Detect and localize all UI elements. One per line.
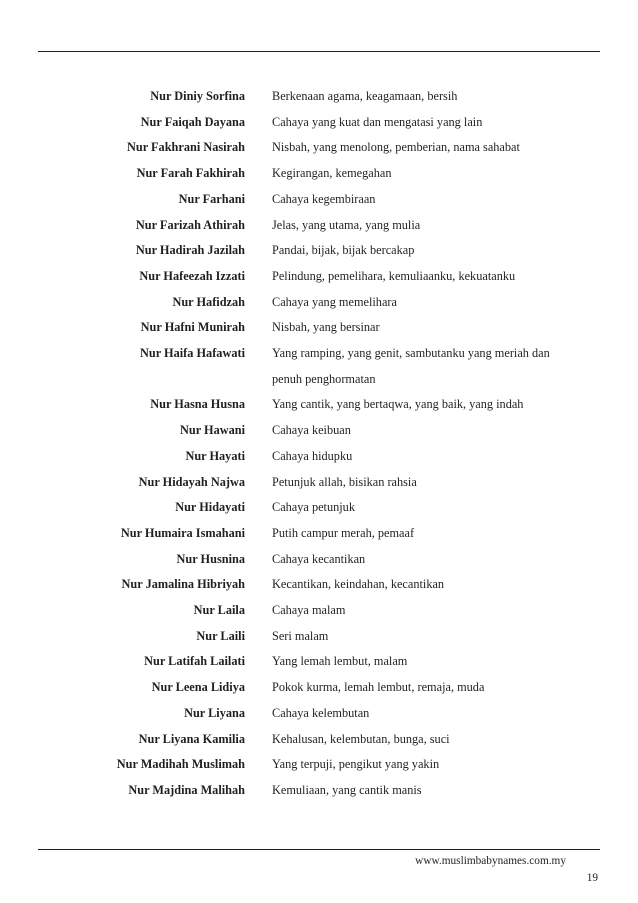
entry-meaning bbox=[272, 315, 572, 341]
name-entry bbox=[0, 213, 638, 239]
entry-name: Nur Hawani bbox=[179, 423, 245, 438]
entry-meaning-line: Kehalusan, kelembutan, bunga, suci bbox=[272, 731, 450, 746]
name-entry bbox=[0, 418, 638, 444]
page-number: 19 bbox=[586, 872, 598, 884]
entry-meaning bbox=[272, 624, 572, 650]
entry-name: Nur Leena Lidiya bbox=[151, 680, 245, 695]
entry-name: Nur Farah Fakhirah bbox=[136, 166, 245, 181]
name-entry bbox=[0, 649, 638, 675]
entry-name: Nur Hidayati bbox=[175, 500, 245, 515]
name-entry bbox=[0, 675, 638, 701]
entry-meaning-line: Kegirangan, kemegahan bbox=[272, 166, 392, 181]
entry-name: Nur Hafeezah Izzati bbox=[139, 268, 245, 283]
entry-name: Nur Farhani bbox=[178, 191, 245, 206]
name-entry bbox=[0, 727, 638, 753]
name-entry bbox=[0, 264, 638, 290]
entry-name: Nur Husnina bbox=[176, 551, 245, 566]
name-entry bbox=[0, 161, 638, 187]
entry-meaning-line: Putih campur merah, pemaaf bbox=[272, 525, 415, 540]
name-entry bbox=[0, 778, 638, 804]
entry-meaning-line: Yang terpuji, pengikut yang yakin bbox=[272, 757, 440, 772]
name-entry bbox=[0, 187, 638, 213]
entry-name: Nur Hafni Munirah bbox=[140, 320, 245, 335]
entry-meaning bbox=[272, 470, 572, 496]
entry-meaning bbox=[272, 495, 572, 521]
name-entry bbox=[0, 341, 638, 392]
entry-name: Nur Liyana bbox=[184, 705, 245, 720]
entry-name: Nur Faiqah Dayana bbox=[140, 114, 245, 129]
name-entry bbox=[0, 470, 638, 496]
entry-meaning-line: Berkenaan agama, keagamaan, bersih bbox=[272, 89, 458, 103]
entry-meaning bbox=[272, 238, 572, 264]
top-rule bbox=[38, 51, 600, 52]
entry-name: Nur Jamalina Hibriyah bbox=[121, 577, 245, 592]
entry-meaning bbox=[272, 418, 572, 444]
entry-name: Nur Majdina Malihah bbox=[128, 782, 245, 797]
entry-meaning-line: Cahaya yang kuat dan mengatasi yang lain bbox=[272, 114, 483, 129]
name-entry bbox=[0, 701, 638, 727]
entry-meaning-line: Cahaya malam bbox=[272, 603, 346, 618]
entry-meaning-line: Yang cantik, yang bertaqwa, yang baik, yang indah bbox=[272, 397, 524, 412]
entry-name: Nur Hafidzah bbox=[172, 294, 245, 309]
entry-meaning bbox=[272, 675, 572, 701]
entry-meaning bbox=[272, 701, 572, 727]
entry-name: Nur Laila bbox=[193, 603, 245, 618]
entry-name: Nur Humaira Ismahani bbox=[120, 525, 245, 540]
name-entry bbox=[0, 521, 638, 547]
name-entry bbox=[0, 624, 638, 650]
entry-meaning bbox=[272, 135, 572, 161]
entry-meaning-continuation: penuh penghormatan bbox=[272, 371, 376, 386]
name-entry bbox=[0, 598, 638, 624]
entry-meaning-line: Cahaya kegembiraan bbox=[272, 191, 376, 206]
entry-meaning-line: Cahaya kecantikan bbox=[272, 551, 366, 566]
entry-name: Nur Haifa Hafawati bbox=[140, 346, 245, 361]
entry-meaning bbox=[272, 778, 572, 804]
entry-meaning bbox=[272, 649, 572, 675]
entry-name: Nur Hadirah Jazilah bbox=[135, 243, 245, 258]
entry-meaning-line: Cahaya keibuan bbox=[272, 423, 351, 438]
entry-meaning-line: Kemuliaan, yang cantik manis bbox=[272, 782, 422, 797]
name-entry bbox=[0, 238, 638, 264]
entry-meaning-line: Pelindung, pemelihara, kemuliaanku, kekuatanku bbox=[272, 268, 516, 283]
name-entry bbox=[0, 290, 638, 316]
footer-url: www.muslimbabynames.com.my bbox=[415, 855, 566, 867]
bottom-rule bbox=[38, 849, 600, 850]
entry-meaning bbox=[272, 110, 572, 136]
entry-meaning bbox=[272, 161, 572, 187]
entry-meaning-line: Nisbah, yang menolong, pemberian, nama sahabat bbox=[272, 140, 520, 155]
entry-meaning-line: Pandai, bijak, bijak bercakap bbox=[272, 243, 415, 258]
name-list bbox=[0, 84, 638, 804]
name-entry bbox=[0, 315, 638, 341]
name-entry bbox=[0, 110, 638, 136]
entry-meaning bbox=[272, 392, 572, 418]
entry-meaning bbox=[272, 572, 572, 598]
name-entry bbox=[0, 392, 638, 418]
entry-name: Nur Madihah Muslimah bbox=[116, 757, 245, 772]
entry-meaning bbox=[272, 264, 572, 290]
entry-meaning bbox=[272, 84, 572, 110]
entry-meaning bbox=[272, 547, 572, 573]
entry-meaning-line: Cahaya petunjuk bbox=[272, 500, 355, 515]
entry-meaning bbox=[272, 341, 572, 392]
entry-meaning-line: Petunjuk allah, bisikan rahsia bbox=[272, 474, 417, 489]
name-entry bbox=[0, 444, 638, 470]
name-entry bbox=[0, 547, 638, 573]
entry-meaning-line: Kecantikan, keindahan, kecantikan bbox=[272, 577, 445, 592]
entry-name: Nur Liyana Kamilia bbox=[138, 731, 245, 746]
name-entry bbox=[0, 495, 638, 521]
entry-meaning bbox=[272, 598, 572, 624]
entry-name: Nur Diniy Sorfina bbox=[150, 89, 245, 103]
name-entry bbox=[0, 572, 638, 598]
entry-meaning-line: Yang lemah lembut, malam bbox=[272, 654, 408, 669]
entry-meaning bbox=[272, 521, 572, 547]
entry-meaning-line: Cahaya yang memelihara bbox=[272, 294, 397, 309]
entry-meaning bbox=[272, 727, 572, 753]
entry-name: Nur Hasna Husna bbox=[150, 397, 245, 412]
entry-name: Nur Hayati bbox=[185, 448, 245, 463]
entry-name: Nur Hidayah Najwa bbox=[138, 474, 245, 489]
entry-name: Nur Farizah Athirah bbox=[135, 217, 245, 232]
entry-meaning-line: Cahaya kelembutan bbox=[272, 705, 370, 720]
entry-meaning-line: Jelas, yang utama, yang mulia bbox=[272, 217, 421, 232]
entry-meaning-line: Yang ramping, yang genit, sambutanku yang meriah dan bbox=[272, 346, 550, 361]
name-entry bbox=[0, 135, 638, 161]
entry-name: Nur Latifah Lailati bbox=[144, 654, 245, 669]
name-entry bbox=[0, 752, 638, 778]
entry-meaning-line: Seri malam bbox=[272, 628, 329, 643]
entry-name: Nur Laili bbox=[196, 628, 245, 643]
entry-meaning bbox=[272, 213, 572, 239]
entry-meaning-line: Nisbah, yang bersinar bbox=[272, 320, 380, 335]
entry-name: Nur Fakhrani Nasirah bbox=[127, 140, 245, 155]
entry-meaning bbox=[272, 187, 572, 213]
entry-meaning bbox=[272, 290, 572, 316]
entry-meaning bbox=[272, 752, 572, 778]
name-entry bbox=[0, 84, 638, 110]
entry-meaning-line: Pokok kurma, lemah lembut, remaja, muda bbox=[272, 680, 485, 695]
entry-meaning bbox=[272, 444, 572, 470]
entry-meaning-line: Cahaya hidupku bbox=[272, 448, 353, 463]
